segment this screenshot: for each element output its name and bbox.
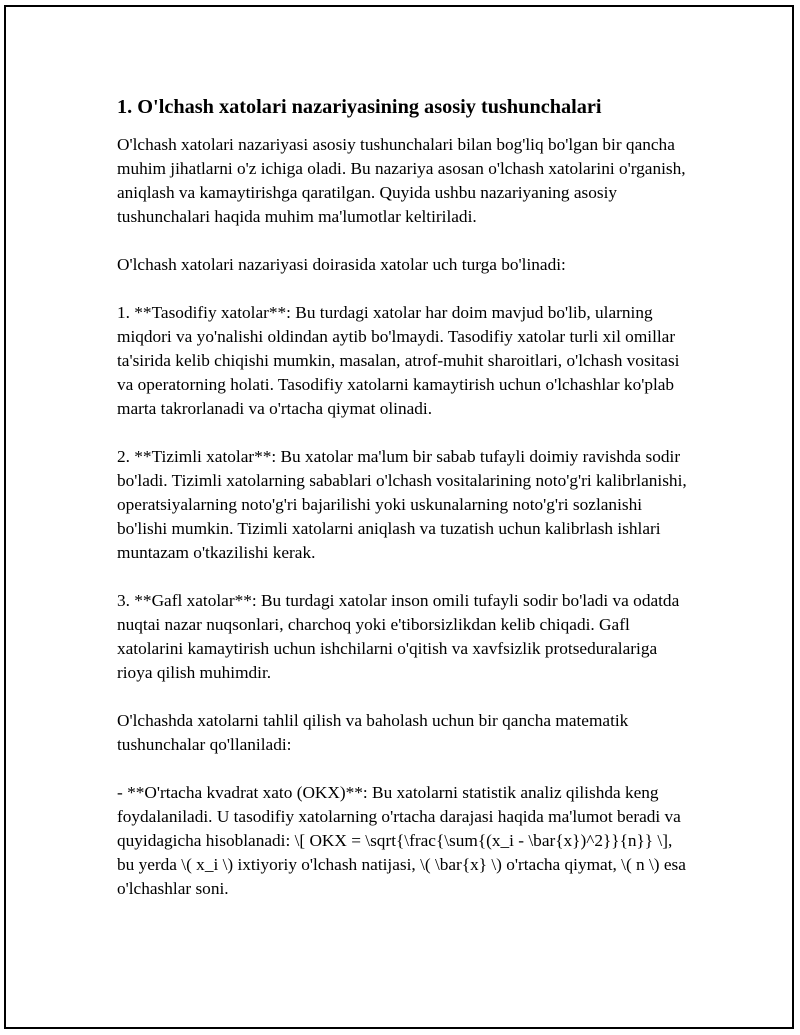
intro-paragraph: O'lchash xatolari nazariyasi asosiy tushunchalari bilan bog'liq bo'lgan bir qancha muhim jihatlarni o'z ichiga oladi. Bu nazariya asosan o'lchash xatolarini o'rganish, aniqlash va kamaytirishga qaratilgan. Quyida ushbu nazariyaning asosiy tushunchalari haqida muhim ma'lumotlar keltiriladi.	[117, 135, 686, 226]
random-errors-paragraph: 1. **Tasodifiy xatolar**: Bu turdagi xatolar har doim mavjud bo'lib, ularning miqdori va yo'nalishi oldindan aytib bo'lmaydi. Tasodifiy xatolar turli xil omillar ta'sirida kelib chiqishi mumkin, masalan, atrof-muhit sharoitlari, o'lchash vositasi va operatorning holati. Tasodifiy xatolarni kamaytirish uchun o'lchashlar ko'plab marta takrorlanadi va o'rtacha qiymat olinadi.	[117, 303, 680, 418]
mean-square-error-paragraph: - **O'rtacha kvadrat xato (OKX)**: Bu xatolarni statistik analiz qilishda keng foydalaniladi. U tasodifiy xatolarning o'rtacha darajasi haqida ma'lumot beradi va quyidagicha hisoblanadi: \[ OKX = \sqrt{\frac{\sum{(x_i - \bar{x})^2}}{n}} \], bu yerda \( x_i \) ixtiyoriy o'lchash natijasi, \( \bar{x} \) o'rtacha qiymat, \( n \) esa o'lchashlar soni.	[117, 783, 686, 898]
section-heading: 1. O'lchash xatolari nazariyasining asosiy tushunchalari	[117, 96, 602, 118]
document-body	[117, 93, 687, 925]
systematic-errors-paragraph: 2. **Tizimli xatolar**: Bu xatolar ma'lum bir sabab tufayli doimiy ravishda sodir bo'ladi. Tizimli xatolarning sabablari o'lchash vositalarining noto'g'ri kalibrlanishi, operatsiyalarning noto'g'ri bajarilishi yoki uskunalarning noto'g'ri sozlanishi bo'lishi mumkin. Tizimli xatolarni aniqlash va tuzatish uchun kalibrlash ishlari muntazam o'tkazilishi kerak.	[117, 447, 687, 562]
gross-errors-paragraph: 3. **Gafl xatolar**: Bu turdagi xatolar inson omili tufayli sodir bo'ladi va odatda nuqtai nazar nuqsonlari, charchoq yoki e'tiborsizlikdan kelib chiqadi. Gafl xatolarini kamaytirish uchun ishchilarni o'qitish va xavfsizlik protseduralariga rioya qilish muhimdir.	[117, 591, 680, 682]
error-types-intro-paragraph: O'lchash xatolari nazariyasi doirasida xatolar uch turga bo'linadi:	[117, 255, 566, 274]
math-concepts-intro-paragraph: O'lchashda xatolarni tahlil qilish va baholash uchun bir qancha matematik tushunchalar qo'llaniladi:	[117, 711, 629, 754]
